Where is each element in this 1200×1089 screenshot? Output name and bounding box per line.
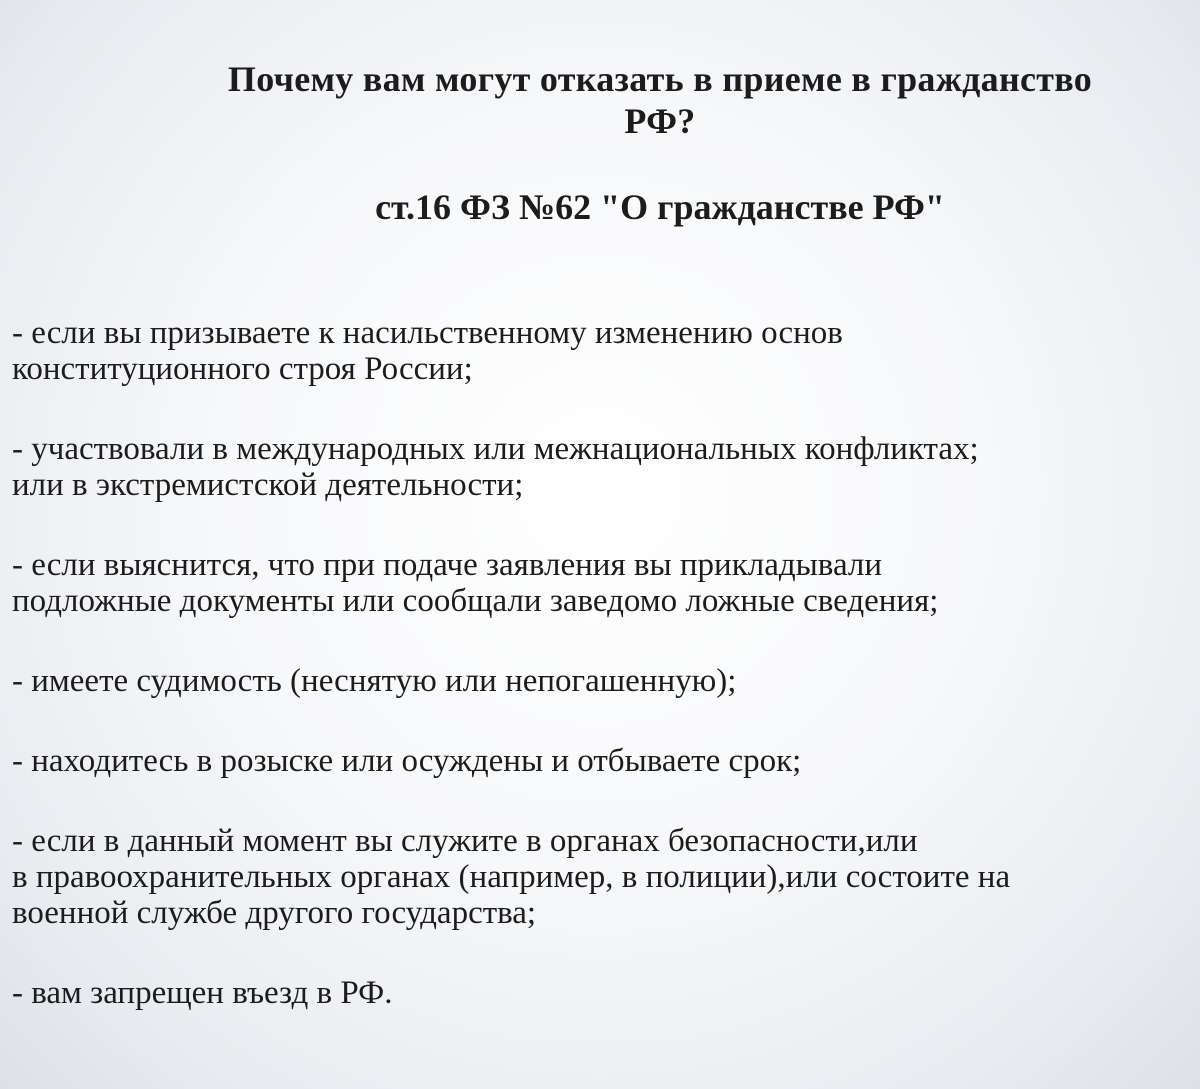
reason-item	[12, 823, 1187, 931]
reason-line: или в экстремистской деятельности;	[12, 467, 524, 503]
reason-line: - находитесь в розыске или осуждены и отбываете срок;	[12, 743, 802, 779]
reason-line: в правоохранительных органах (например, в полиции),или состоите на	[12, 859, 1011, 895]
reason-item	[12, 547, 1187, 619]
reason-line: - если выяснится, что при подаче заявления вы прикладывали	[12, 547, 883, 583]
reason-item	[12, 663, 1187, 699]
reason-line: - если в данный момент вы служите в органах безопасности,или	[12, 823, 918, 859]
refusal-reasons-list	[12, 315, 1187, 1011]
law-reference: ст.16 ФЗ №62 "О гражданстве РФ"	[375, 187, 945, 227]
reason-item	[12, 975, 1187, 1011]
reason-item	[12, 315, 1187, 387]
reason-item	[12, 431, 1187, 503]
reason-line: - вам запрещен въезд в РФ.	[12, 975, 393, 1011]
page-title	[150, 58, 1170, 142]
title-line-2: РФ?	[624, 101, 696, 141]
reason-line: военной службе другого государства;	[12, 895, 537, 931]
reason-line: подложные документы или сообщали заведомо ложные сведения;	[12, 583, 939, 619]
reason-line: - участвовали в международных или межнациональных конфликтах;	[12, 431, 979, 467]
reason-line: - если вы призываете к насильственному изменению основ	[12, 315, 843, 351]
title-line-1: Почему вам могут отказать в приеме в гражданство	[227, 59, 1093, 99]
reason-item	[12, 743, 1187, 779]
reason-line: конституционного строя России;	[12, 351, 473, 387]
reason-line: - имеете судимость (неснятую или непогашенную);	[12, 663, 737, 699]
